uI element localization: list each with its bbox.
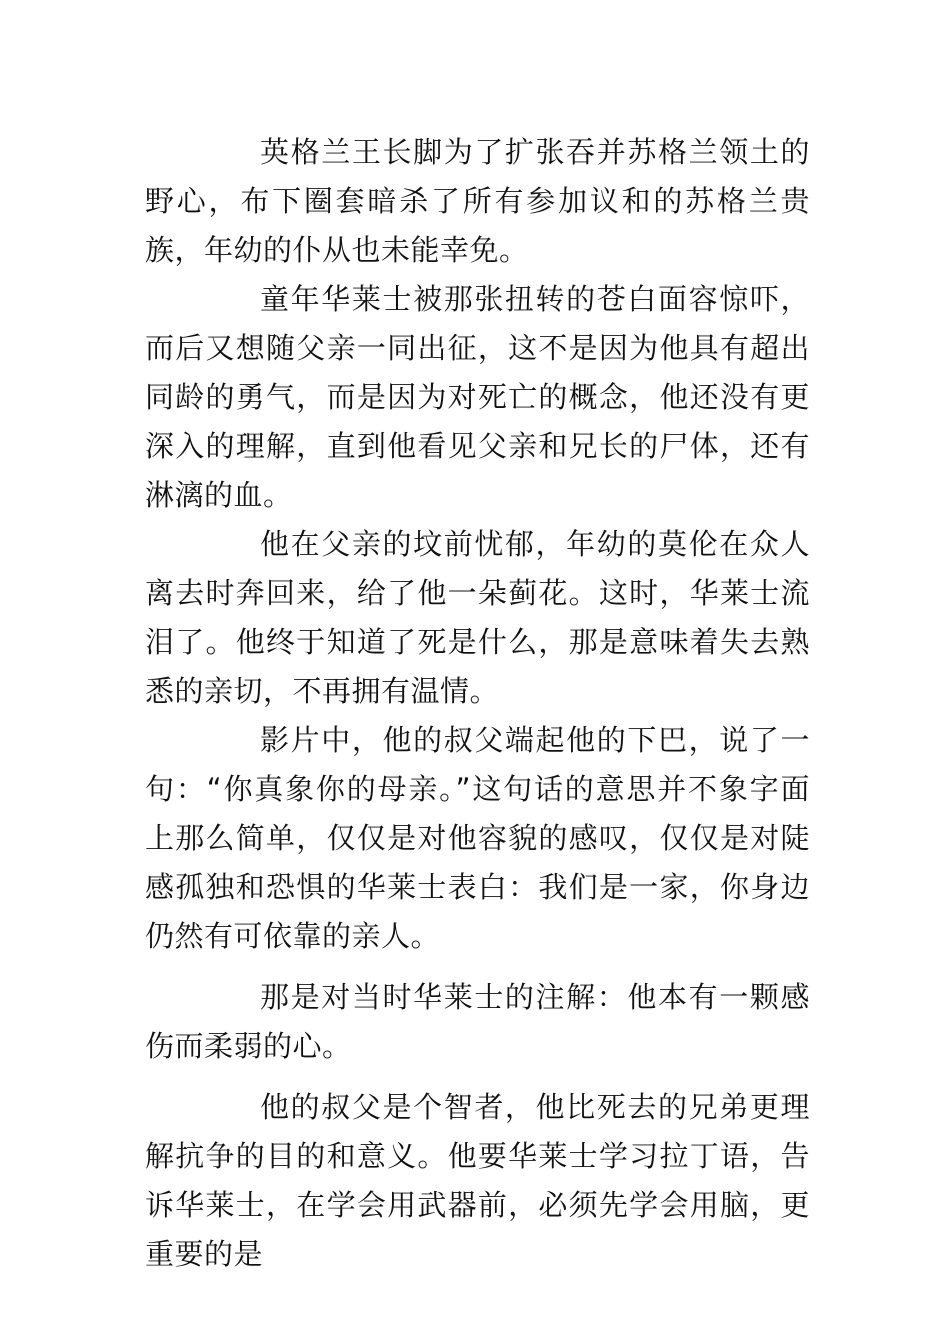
paragraph-4: 影片中，他的叔父端起他的下巴，说了一句：“你真象你的母亲。”这句话的意思并不象字面上那么简单，仅仅是对他容貌的感叹，仅仅是对陡感孤独和恐惧的华莱士表白：我们是一家，你身边仍然有可依靠的亲人。 bbox=[145, 723, 810, 953]
paragraph-3: 他在父亲的坟前忧郁，年幼的莫伦在众人离去时奔回来，给了他一朵蓟花。这时，华莱士流泪了。他终于知道了死是什么，那是意味着失去熟悉的亲切，不再拥有温情。 bbox=[145, 527, 810, 708]
document-body bbox=[145, 128, 810, 1279]
paragraph-6: 他的叔父是个智者，他比死去的兄弟更理解抗争的目的和意义。他要华莱士学习拉丁语，告诉华莱士，在学会用武器前，必须先学会用脑，更重要的是 bbox=[145, 1090, 810, 1271]
paragraph-1: 英格兰王长脚为了扩张吞并苏格兰领土的野心，布下圈套暗杀了所有参加议和的苏格兰贵族，年幼的仆从也未能幸免。 bbox=[145, 135, 810, 267]
paragraph-2: 童年华莱士被那张扭转的苍白面容惊吓，而后又想随父亲一同出征，这不是因为他具有超出同龄的勇气，而是因为对死亡的概念，他还没有更深入的理解，直到他看见父亲和兄长的尸体，还有淋漓的血。 bbox=[145, 282, 810, 512]
paragraph-5: 那是对当时华莱士的注解：他本有一颗感伤而柔弱的心。 bbox=[145, 980, 810, 1063]
